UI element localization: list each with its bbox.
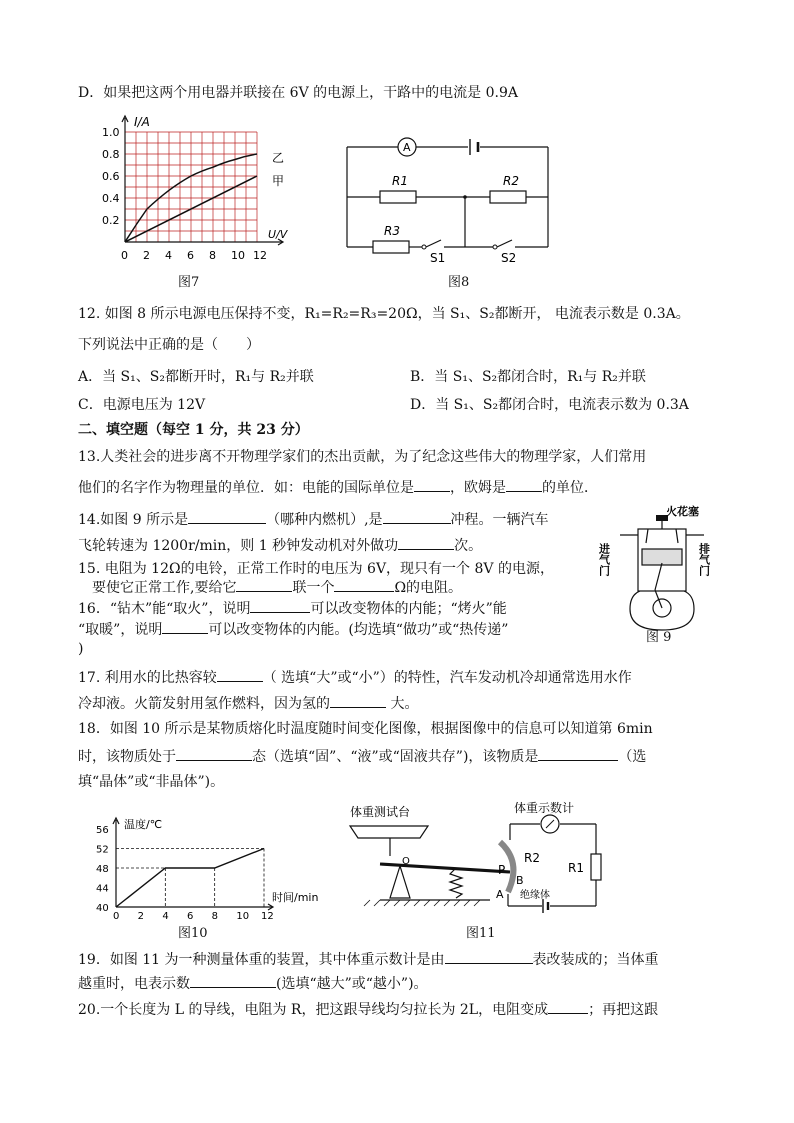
fig7-x-tick-label: 2 — [143, 249, 150, 262]
fig9-intake-label: 进气门 — [597, 543, 611, 576]
fig10-x-tick-label: 10 — [236, 911, 250, 922]
fig10-graph — [96, 812, 336, 922]
q12-option-d: D．当 S₁、S₂都闭合时，电流表示数为 0.3A — [410, 397, 689, 413]
q12-option-a: A．当 S₁、S₂都断开时，R₁与 R₂并联 — [78, 369, 314, 385]
fig8-s2-label: S2 — [501, 251, 517, 265]
q19-line1: 19．如图 11 为一种测量体重的装置，其中体重示数计是由 表改装成的；当体重 — [78, 952, 659, 968]
q12-option-c: C．电源电压为 12V — [78, 397, 206, 413]
q15-line2: 要使它正常工作,要给它 联一个 Ω的电阻。 — [92, 580, 463, 596]
fig7-y-tick-label: 1.0 — [102, 126, 120, 139]
fig7-x-label: U/V — [268, 228, 288, 241]
q14-line1: 14.如图 9 所示是 （哪种内燃机）,是 冲程。一辆汽车 — [78, 512, 549, 528]
fig10-x-tick-label: 4 — [162, 911, 169, 922]
fig11-a-label: A — [496, 888, 504, 901]
fig7-y-tick-label: 0.8 — [102, 148, 120, 161]
fig7-y-label: I/A — [134, 115, 150, 129]
q13-line1: 13.人类社会的进步离不开物理学家们的杰出贡献，为了纪念这些伟大的物理学家，人们常用 — [78, 449, 647, 465]
fig8-caption: 图8 — [448, 275, 470, 290]
fig7-y-tick-label: 0.6 — [102, 170, 120, 183]
piston — [642, 549, 682, 565]
q13-line2: 他们的名字作为物理量的单位．如：电能的国际单位是 ，欧姆是 的单位． — [78, 480, 598, 496]
fig7-caption: 图7 — [178, 275, 200, 290]
fig11-caption: 图11 — [466, 926, 496, 941]
fig7-axes — [122, 116, 283, 245]
ammeter-label: A — [403, 141, 411, 154]
fig10-caption: 图10 — [178, 926, 208, 941]
fig10-x-tick-label: 8 — [211, 911, 219, 922]
fig10-series — [116, 849, 264, 908]
fig9-spark-label: 火花塞 — [666, 505, 699, 518]
fig7-x-tick-label: 0 — [121, 249, 128, 262]
q12-option-b: B．当 S₁、S₂都闭合时，R₁与 R₂并联 — [410, 369, 646, 385]
fig8-r3-label: R3 — [384, 224, 400, 238]
q11-option-d: D．如果把这两个用电器并联接在 6V 的电源上，干路中的电流是 0.9A — [78, 85, 518, 101]
fig7-x-tick-label: 8 — [209, 249, 216, 262]
fig10-x-tick-label: 6 — [187, 911, 194, 922]
fig7-label-jia: 甲 — [272, 174, 285, 188]
fig7-x-ticks — [121, 249, 267, 262]
q19-line2: 越重时，电表示数 (选填“越大”或“越小”)。 — [78, 976, 428, 992]
fig7-x-tick-label: 12 — [253, 249, 267, 262]
fig9-engine — [597, 505, 720, 643]
fig11-device — [350, 802, 610, 922]
fig10-y-tick-label: 44 — [96, 883, 109, 895]
q18-line2: 时，该物质处于 态（选填“固”、“液”或“固液共存”)，该物质是 （选 — [78, 749, 647, 765]
q20-line1: 20.一个长度为 L 的导线，电阻为 R，把这跟导线均匀拉长为 2L，电阻变成 ；再把这跟 — [78, 1002, 659, 1018]
fig10-x-tick-label: 2 — [137, 911, 145, 922]
fig7-label-yi: 乙 — [272, 151, 285, 165]
q18-line3: 填“晶体”或“非晶体”)。 — [78, 774, 225, 790]
fig10-x-tick-label: 12 — [261, 911, 274, 922]
fig9-exhaust-label: 排气门 — [697, 543, 711, 576]
q14-line2: 飞轮转速为 1200r/min，则 1 秒钟发动机对外做功 次。 — [78, 538, 483, 554]
q17-line2: 冷却液。火箭发射用氢作燃料，因为氢的 大。 — [78, 696, 419, 712]
fig11-p-label: P — [498, 863, 506, 877]
fig7-y-tick-label: 0.2 — [102, 214, 120, 227]
q12-line2: 下列说法中正确的是（ ） — [78, 337, 260, 353]
fig10-y-label: 温度/℃ — [124, 818, 163, 831]
fig10-y-tick-label: 56 — [96, 825, 109, 836]
fig11-b-label: B — [516, 874, 524, 887]
fig7-x-tick-label: 6 — [187, 249, 194, 262]
fig11-o-label: O — [402, 856, 410, 867]
fig8-r1-label: R1 — [392, 174, 408, 188]
fig8-s1-label: S1 — [430, 251, 446, 265]
fig9-caption: 图 9 — [646, 630, 672, 645]
q17-line1: 17. 利用水的比热容较 （ 选填“大”或“小”）的特性，汽车发动机冷却通常选用水作 — [78, 670, 632, 686]
fig10-x-label: 时间/min — [272, 891, 319, 904]
fig10-y-tick-label: 40 — [96, 903, 109, 914]
q15-line1: 15. 电阻为 12Ω的电铃，正常工作时的电压为 6V，现只有一个 8V 的电源， — [78, 561, 554, 577]
fig8-circuit — [340, 130, 555, 265]
fig10-series-line — [116, 849, 264, 908]
fig11-platform-label: 体重测试台 — [350, 805, 411, 819]
q18-line1: 18．如图 10 所示是某物质熔化时温度随时间变化图像，根据图像中的信息可以知道第 6min — [78, 721, 653, 737]
section2-heading: 二、填空题（每空 1 分，共 23 分） — [78, 422, 309, 438]
fig7-x-tick-label: 4 — [165, 249, 172, 262]
fig10-y-tick-label: 48 — [96, 864, 109, 875]
q16-line1: 16．“钻木”能“取火”，说明 可以改变物体的内能；“烤火”能 — [78, 601, 507, 617]
fig11-r2-label: R2 — [524, 851, 540, 865]
fig11-r1-label: R1 — [568, 861, 584, 875]
fig10-y-ticks — [96, 825, 109, 914]
fig11-meter-label: 体重示数计 — [514, 801, 575, 815]
fig7-y-tick-label: 0.4 — [102, 192, 120, 205]
fig7-x-tick-label: 10 — [231, 249, 245, 262]
fig8-r2-label: R2 — [503, 174, 519, 188]
fig7-grid — [125, 132, 257, 242]
q16-line3: ) — [78, 641, 84, 657]
fig10-y-tick-label: 52 — [96, 844, 109, 856]
q12-line1: 12. 如图 8 所示电源电压保持不变，R₁=R₂=R₃=20Ω，当 S₁、S₂都断开， 电流表示数是 0.3A。 — [78, 306, 690, 322]
fig10-x-tick-label: 0 — [113, 911, 120, 922]
fig10-x-ticks — [113, 911, 274, 922]
fig7-graph — [100, 112, 320, 287]
fig11-insulator-label: 绝缘体 — [520, 890, 550, 901]
fig7-y-ticks — [102, 126, 120, 227]
q16-line2: “取暖”，说明 可以改变物体的内能。(均选填“做功”或“热传递” — [78, 622, 509, 638]
